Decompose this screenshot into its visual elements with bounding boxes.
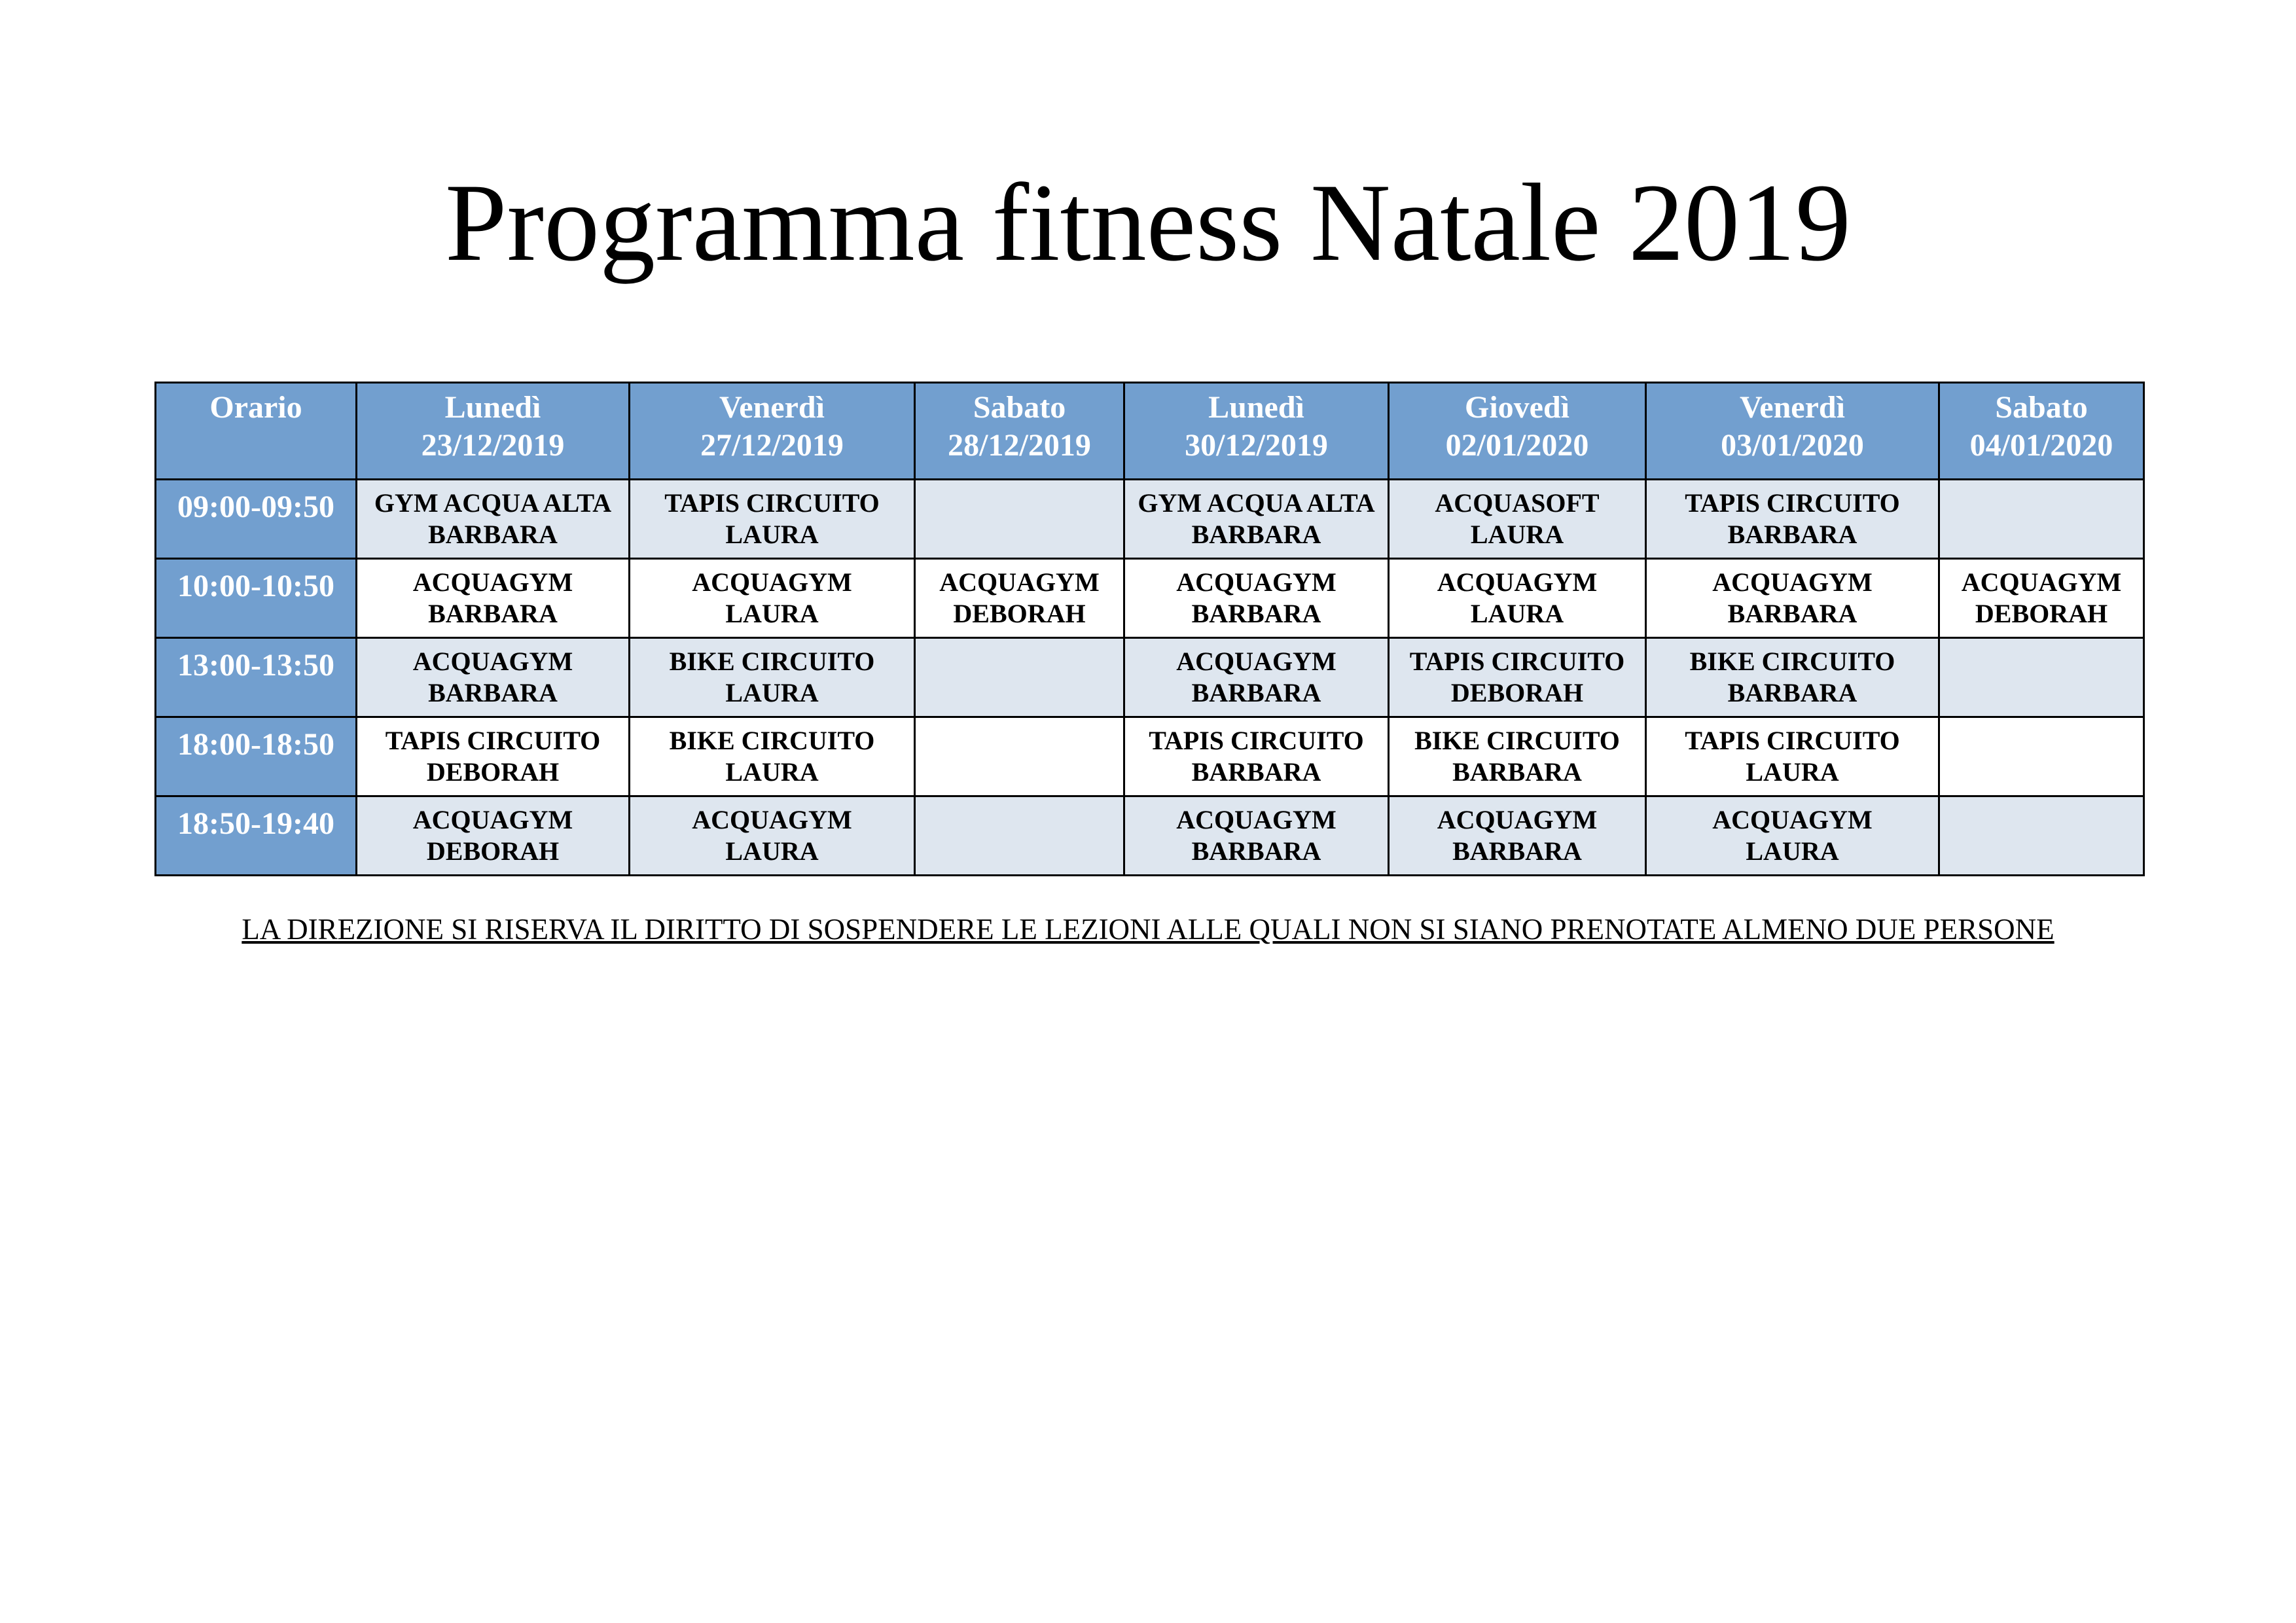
instructor-name: LAURA [725,520,819,549]
schedule-cell [630,796,915,876]
instructor-name: BARBARA [428,599,558,628]
header-date-label: 04/01/2020 [1969,428,2113,463]
header-day-label: Venerdì [1740,390,1845,425]
header-day-label: Venerdì [719,390,825,425]
header-day [1939,383,2144,480]
header-day [357,383,630,480]
schedule-cell [1646,559,1939,638]
schedule-cell [915,638,1124,717]
time-slot: 13:00-13:50 [156,638,357,717]
schedule-cell [1124,717,1389,796]
activity-name: ACQUAGYM [692,567,852,597]
activity-name: ACQUAGYM [939,567,1100,597]
schedule-cell [915,559,1124,638]
activity-name: BIKE CIRCUITO [1689,647,1895,676]
header-day [1124,383,1389,480]
header-day-label: Sabato [973,390,1066,425]
schedule-cell [915,796,1124,876]
header-row [156,383,2144,480]
header-date-label: 02/01/2020 [1445,428,1589,463]
header-date-label: 28/12/2019 [948,428,1091,463]
schedule-cell [915,480,1124,559]
header-day-label: Lunedì [1208,390,1304,425]
instructor-name: BARBARA [1452,757,1582,787]
activity-name: TAPIS CIRCUITO [1409,647,1625,676]
instructor-name: BARBARA [428,678,558,707]
header-day [1646,383,1939,480]
schedule-cell [1939,796,2144,876]
schedule-cell [1646,717,1939,796]
activity-name: ACQUAGYM [1712,805,1873,834]
schedule-cell [357,480,630,559]
activity-name: ACQUAGYM [1437,567,1598,597]
schedule-cell [1646,796,1939,876]
activity-name: ACQUAGYM [692,805,852,834]
activity-name: ACQUAGYM [1712,567,1873,597]
schedule-cell [357,796,630,876]
activity-name: ACQUAGYM [1961,567,2122,597]
schedule-cell [1646,638,1939,717]
schedule-cell [630,480,915,559]
instructor-name: LAURA [725,678,819,707]
instructor-name: DEBORAH [1450,678,1584,707]
schedule-cell [1939,717,2144,796]
schedule-cell [1646,480,1939,559]
activity-name: BIKE CIRCUITO [669,726,875,755]
instructor-name: LAURA [1746,757,1839,787]
time-slot: 10:00-10:50 [156,559,357,638]
instructor-name: BARBARA [1191,599,1321,628]
instructor-name: DEBORAH [1975,599,2108,628]
activity-name: ACQUAGYM [412,647,573,676]
header-day [915,383,1124,480]
activity-name: GYM ACQUA ALTA [1138,488,1375,518]
schedule-cell [630,638,915,717]
schedule-cell [357,717,630,796]
time-slot: 18:00-18:50 [156,717,357,796]
schedule-cell [915,717,1124,796]
instructor-name: BARBARA [1452,836,1582,866]
schedule-cell [1389,638,1646,717]
header-day [1389,383,1646,480]
activity-name: BIKE CIRCUITO [1414,726,1620,755]
activity-name: ACQUAGYM [412,567,573,597]
schedule-cell [630,717,915,796]
schedule-cell [1939,480,2144,559]
header-date-label: 27/12/2019 [700,428,844,463]
instructor-name: DEBORAH [953,599,1086,628]
table-row [156,796,2144,876]
table-row [156,480,2144,559]
header-date-label: 23/12/2019 [421,428,565,463]
instructor-name: BARBARA [1191,520,1321,549]
instructor-name: BARBARA [1191,678,1321,707]
instructor-name: BARBARA [428,520,558,549]
activity-name: ACQUASOFT [1435,488,1600,518]
schedule-cell [1939,559,2144,638]
instructor-name: LAURA [725,599,819,628]
instructor-name: LAURA [1470,599,1564,628]
schedule-cell [357,559,630,638]
schedule-cell [1389,717,1646,796]
table-row [156,638,2144,717]
activity-name: TAPIS CIRCUITO [664,488,880,518]
page-title: Programma fitness Natale 2019 [444,161,1852,284]
header-day-label: Giovedì [1464,390,1570,425]
activity-name: ACQUAGYM [1437,805,1598,834]
activity-name: TAPIS CIRCUITO [1685,488,1900,518]
schedule-cell [1389,559,1646,638]
instructor-name: BARBARA [1191,757,1321,787]
notice-text: LA DIREZIONE SI RISERVA IL DIRITTO DI SOSPENDERE LE LEZIONI ALLE QUALI NON SI SIANO PRENOTATE ALMENO DUE PERSONE [242,913,2054,946]
schedule-cell [1389,796,1646,876]
schedule-cell [1124,480,1389,559]
schedule-cell [630,559,915,638]
table-row [156,717,2144,796]
header-orario [156,383,357,480]
table-body [156,480,2144,876]
schedule-cell [1124,796,1389,876]
activity-name: ACQUAGYM [1176,647,1336,676]
instructor-name: LAURA [725,836,819,866]
header-date-label: 03/01/2020 [1721,428,1864,463]
header-day [630,383,915,480]
schedule-table [154,382,2145,876]
instructor-name: LAURA [1470,520,1564,549]
activity-name: ACQUAGYM [1176,805,1336,834]
header-day-label: Sabato [1995,390,2088,425]
schedule-cell [1389,480,1646,559]
time-slot: 18:50-19:40 [156,796,357,876]
schedule-cell [1124,559,1389,638]
instructor-name: BARBARA [1727,599,1857,628]
instructor-name: LAURA [1746,836,1839,866]
time-slot: 09:00-09:50 [156,480,357,559]
instructor-name: LAURA [725,757,819,787]
schedule-cell [1124,638,1389,717]
activity-name: TAPIS CIRCUITO [1685,726,1900,755]
activity-name: ACQUAGYM [1176,567,1336,597]
instructor-name: BARBARA [1727,520,1857,549]
table-row [156,559,2144,638]
activity-name: TAPIS CIRCUITO [1149,726,1364,755]
activity-name: BIKE CIRCUITO [669,647,875,676]
header-date-label: 30/12/2019 [1185,428,1328,463]
activity-name: ACQUAGYM [412,805,573,834]
activity-name: TAPIS CIRCUITO [385,726,601,755]
schedule-cell [1939,638,2144,717]
table-header [156,383,2144,480]
instructor-name: BARBARA [1191,836,1321,866]
header-day-label: Lunedì [444,390,541,425]
instructor-name: DEBORAH [426,836,560,866]
schedule-cell [357,638,630,717]
instructor-name: DEBORAH [426,757,560,787]
instructor-name: BARBARA [1727,678,1857,707]
activity-name: GYM ACQUA ALTA [374,488,612,518]
header-day-label: Orario [209,390,302,425]
